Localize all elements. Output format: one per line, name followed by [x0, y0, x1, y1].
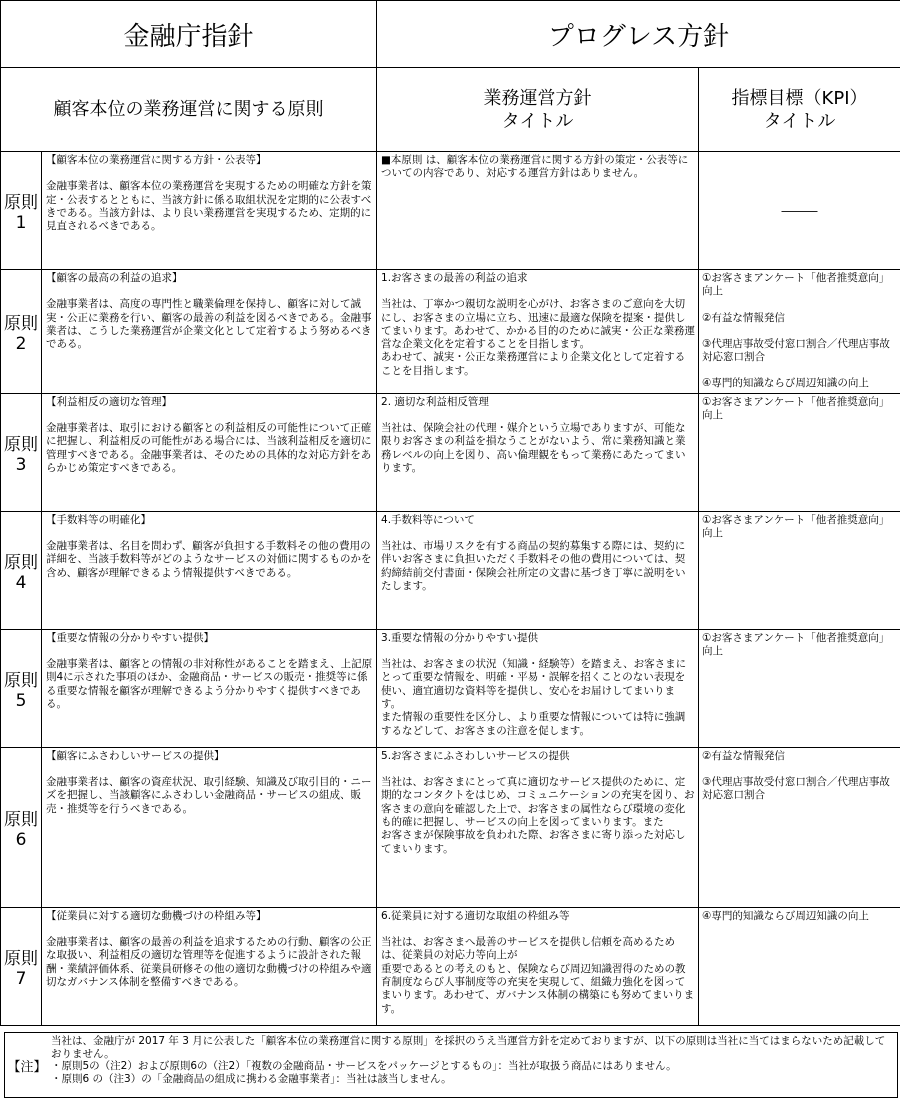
kpi-column-header [699, 68, 900, 152]
policy-body: 当社は、お客さまにとって真に適切なサービス提供のために、定期的なコンタクトをはじめ、コミュニケーションの充実を図り、お客さまの意向を確認した上で、お客さまの属性ならび環境の変化も的確に把握し、サービスの向上を図ってまいります。また お客さまが保険事故を負われた際、お客さまに寄り添った対応してまいります。 [381, 776, 695, 855]
kpi-column-title: 指標目標（KPI） [731, 87, 868, 109]
fsa-principle-cell [42, 152, 377, 270]
footnote-line: ・原則6 の（注3）の「金融商品の組成に携わる金融事業者」：当社は該当しません。 [51, 1072, 452, 1085]
fsa-principle-cell [42, 270, 377, 394]
fsa-principle-cell [42, 629, 377, 747]
kpi-item: ②有益な情報発信 [702, 311, 785, 324]
kpi-column-subtitle: タイトル [763, 110, 836, 132]
principle-row [1, 511, 900, 629]
policy-cell [377, 747, 699, 907]
fsa-principle-cell [42, 393, 377, 511]
policy-body: 当社は、丁寧かつ親切な説明を心がけ、お客さまのご意向を大切にし、お客さまの立場に立ち、迅速に最適な保険を提案・提供してまいります。あわせて、かかる目的のために誠実・公正な業務運営な企業文化を定着することを目指します。 あわせて、誠実・公正な業務運営により企業文化として定着することを目指します。 [381, 298, 695, 377]
kpi-cell [699, 629, 900, 747]
fsa-principle-title: 【従業員に対する適切な動機づけの枠組み等】 [46, 909, 267, 922]
kpi-item: ①お客さまアンケート「他者推奨意向」向上 [702, 272, 890, 298]
principle-row [1, 393, 900, 511]
principle-label: 原則4 [1, 511, 42, 629]
policy-title: 6.従業員に対する適切な取組の枠組み等 [381, 909, 570, 922]
fsa-principle-title: 【手数料等の明確化】 [46, 513, 151, 526]
policy-cell [377, 393, 699, 511]
footnote-line: 当社は、金融庁が 2017 年 3 月に公表した「顧客本位の業務運営に関する原則」を採択のうえ当運営方針を定めておりますが、以下の原則は当社に当てはまらないため記載しておりません。 [51, 1035, 886, 1060]
principle-label: 原則3 [1, 393, 42, 511]
fsa-principle-body: 金融事業者は、顧客の資産状況、取引経験、知識及び取引目的・ニーズを把握し、当該顧客にふさわしい金融商品・サービスの組成、販売・推奨等を行うべきである。 [46, 776, 372, 815]
principle-row [1, 270, 900, 394]
policy-cell [377, 907, 699, 1025]
policy-cell [377, 511, 699, 629]
principles-column-title: 顧客本位の業務運営に関する原則 [53, 99, 324, 120]
kpi-cell [699, 747, 900, 907]
kpi-item: ――― [781, 203, 818, 218]
policy-column-title: 業務運営方針 [483, 87, 592, 109]
fsa-principle-cell [42, 747, 377, 907]
footnote-line: ・原則5の（注2）および原則6の（注2）「複数の金融商品・サービスをパッケージとするもの」：当社が取扱う商品にはありません。 [51, 1060, 677, 1072]
principle-label: 原則7 [1, 907, 42, 1025]
kpi-item: ①お客さまアンケート「他者推奨意向」向上 [702, 513, 890, 540]
policy-body: 当社は、保険会社の代理・媒介という立場でありますが、可能な限りお客さまの利益を損なうことがないよう、常に業務知識と業務レベルの向上を図り、高い倫理観をもって業務にあたってまいります。 [381, 422, 686, 474]
policy-cell [377, 629, 699, 747]
kpi-item: ①お客さまアンケート「他者推奨意向」向上 [702, 631, 890, 658]
kpi-item: ③代理店事故受付窓口割合／代理店事故対応窓口割合 [702, 337, 890, 364]
fsa-principle-body: 金融事業者は、顧客本位の業務運営を実現するための明確な方針を策定・公表するとともに、当該方針に係る取組状況を定期的に公表すべきである。当該方針は、より良い業務運営を実現するため、定期的に見直されるべきである。 [46, 180, 372, 233]
footnote-box [4, 1032, 898, 1098]
footnote-content [49, 1033, 897, 1097]
kpi-item: ①お客さまアンケート「他者推奨意向」向上 [702, 395, 890, 422]
fsa-principle-cell [42, 907, 377, 1025]
policy-title: 2. 適切な利益相反管理 [381, 395, 489, 408]
policy-title: 3.重要な情報の分かりやすい提供 [381, 631, 539, 644]
principle-row [1, 152, 900, 270]
policy-body: 当社は、お客さまの状況（知識・経験等）を踏まえ、お客さまにとって重要な情報を、明確・平易・誤解を招くことのない表現を使い、適宜適切な資料等を提供し、安心をお届けしてまいります。 また情報の重要性を区分し、より重要な情報については特に強調するなどして、お客さまの注意を促します。 [381, 658, 687, 737]
principles-column-header [1, 68, 377, 152]
progress-policy-header: プログレス方針 [377, 1, 900, 68]
fsa-principle-title: 【顧客にふさわしいサービスの提供】 [46, 749, 225, 762]
principle-row [1, 747, 900, 907]
header-row-2 [1, 68, 900, 152]
kpi-cell [699, 907, 900, 1025]
principle-row [1, 629, 900, 747]
kpi-item: ④専門的知識ならび周辺知識の向上 [702, 909, 869, 922]
principle-label: 原則6 [1, 747, 42, 907]
fsa-principle-body: 金融事業者は、顧客との情報の非対称性があることを踏まえ、上記原則4に示された事項のほか、金融商品・サービスの販売・推奨等に係る重要な情報を顧客が理解できるよう分かりやすく提供すべきである。 [46, 658, 373, 710]
kpi-item: ④専門的知識ならび周辺知識の向上 [702, 377, 869, 390]
policy-title: 1.お客さまの最善の利益の追求 [381, 272, 528, 284]
kpi-cell [699, 270, 900, 394]
fsa-principle-body: 金融事業者は、名目を問わず、顧客が負担する手数料その他の費用の詳細を、当該手数料等がどのようなサービスの対価に関するものかを含め、顧客が理解できるよう情報提供すべきである。 [46, 540, 372, 579]
fsa-principle-title: 【利益相反の適切な管理】 [46, 395, 172, 408]
kpi-item: ②有益な情報発信 [702, 749, 785, 762]
fsa-principle-body: 金融事業者は、取引における顧客との利益相反の可能性について正確に把握し、利益相反の可能性がある場合には、当該利益相反を適切に管理すべきである。金融事業者は、そのための具体的な対応方針をあらかじめ策定すべきである。 [46, 422, 372, 474]
fsa-principle-body: 金融事業者は、顧客の最善の利益を追求するための行動、顧客の公正な取扱い、利益相反の適切な管理等を促進するように設計された報酬・業績評価体系、従業員研修その他の適切な動機づけの枠組みや適切なガバナンス体制を整備すべきである。 [46, 936, 372, 988]
principle-label: 原則1 [1, 152, 42, 270]
fsa-principle-body: 金融事業者は、高度の専門性と職業倫理を保持し、顧客に対して誠実・公正に業務を行い、顧客の最善の利益を図るべきである。金融事業者は、こうした業務運営が企業文化として定着するよう努めるべきである。 [46, 298, 372, 351]
policy-body: 当社は、お客さまへ最善のサービスを提供し信頼を高めるためは、従業員の対応力等向上が 重要であるとの考えのもと、保険ならび周辺知識習得のための教育制度ならび人事制度等の充実を実現して、組織力強化を図ってまいります。あわせて、ガバナンス体制の構築にも努めてまいります。 [381, 936, 695, 1015]
fsa-principle-title: 【顧客の最高の利益の追求】 [46, 272, 183, 284]
fsa-principle-cell [42, 511, 377, 629]
kpi-cell [699, 511, 900, 629]
kpi-cell [699, 152, 900, 270]
fsa-principle-title: 【顧客本位の業務運営に関する方針・公表等】 [46, 154, 267, 166]
kpi-item: ③代理店事故受付窓口割合／代理店事故対応窓口割合 [702, 776, 890, 802]
policy-title: 5.お客さまにふさわしいサービスの提供 [381, 749, 570, 762]
policy-cell [377, 152, 699, 270]
policy-body: 当社は、市場リスクを有する商品の契約募集する際には、契約に伴いお客さまに負担いただく手数料その他の費用については、契約締結前交付書面・保険会社所定の文書に基づき丁寧に説明をいたします。 [381, 540, 686, 592]
fsa-principle-title: 【重要な情報の分かりやすい提供】 [46, 631, 214, 644]
principle-label: 原則2 [1, 270, 42, 394]
header-row-1 [1, 1, 900, 68]
kpi-cell [699, 393, 900, 511]
principle-label: 原則5 [1, 629, 42, 747]
policy-title: 4.手数料等について [381, 513, 475, 526]
principle-row [1, 907, 900, 1025]
policy-column-subtitle: タイトル [501, 110, 574, 132]
policy-cell [377, 270, 699, 394]
footnote-label: 【注】 [7, 1059, 47, 1075]
policy-column-header [377, 68, 699, 152]
policy-note: ■本原則 は、顧客本位の業務運営に関する方針の策定・公表等についての内容であり、対応する運営方針はありません。 [381, 154, 689, 180]
fsa-guideline-header: 金融庁指針 [1, 1, 377, 68]
